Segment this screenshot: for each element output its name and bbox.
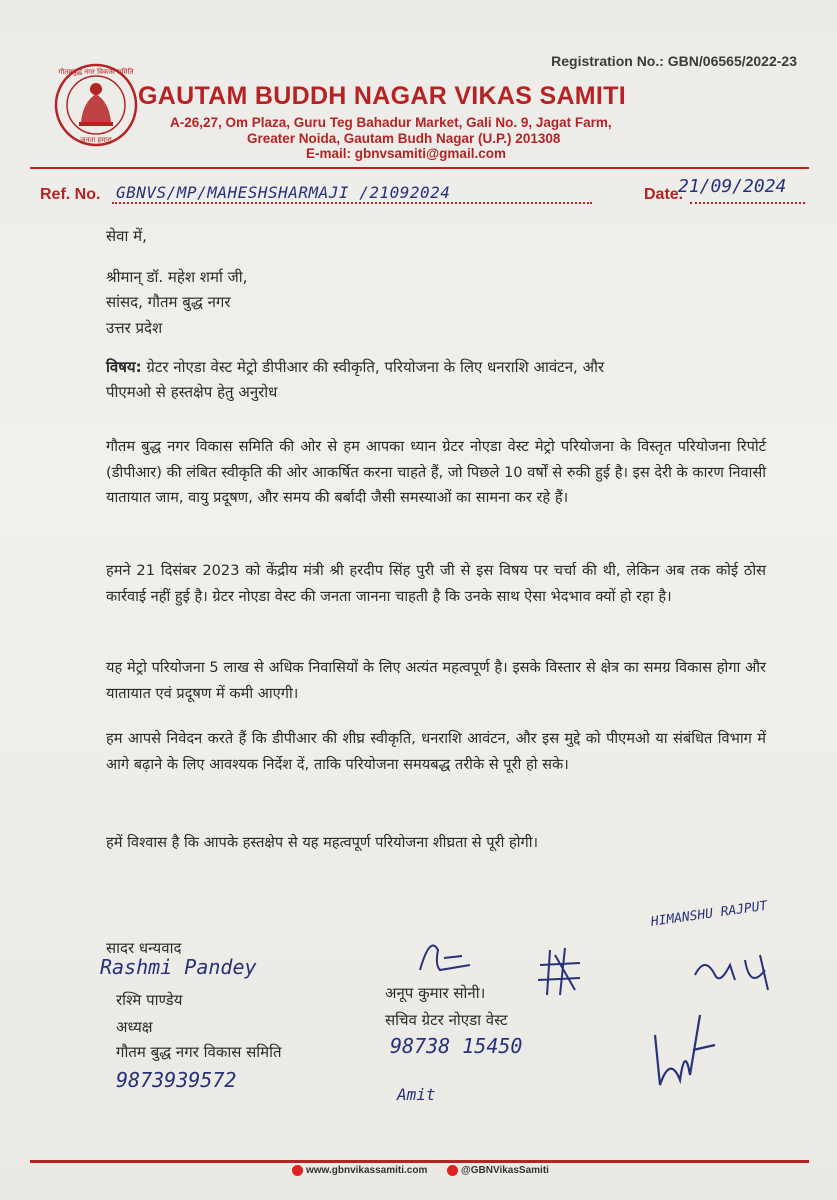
left-signature: Rashmi Pandey	[100, 955, 257, 979]
footer-social	[447, 1165, 549, 1176]
ref-dotted-line	[112, 202, 592, 204]
middle-phone: 98738 15450	[390, 1034, 523, 1058]
address-line-2: Greater Noida, Gautam Budh Nagar (U.P.) 201308	[247, 131, 561, 146]
website-text: www.gbnvikassamiti.com	[306, 1165, 428, 1177]
subject-line-1	[106, 357, 604, 377]
logo-top-text: गौतमबुद्ध नगर विकास समिति	[58, 68, 134, 76]
closing: सादर धन्यवाद	[106, 939, 182, 957]
email-address: E-mail: gbnvsamiti@gmail.com	[306, 146, 506, 161]
recipient-line-1: श्रीमान् डॉ. महेश शर्मा जी,	[106, 268, 248, 286]
logo-bottom-text: जनता हमारा	[80, 136, 112, 144]
footer-divider	[30, 1160, 809, 1163]
social-handle: @GBNVikasSamiti	[461, 1165, 549, 1177]
paragraph-1: गौतम बुद्ध नगर विकास समिति की ओर से हम आपका ध्यान ग्रेटर नोएडा वेस्ट मेट्रो परियोजना के विस्तृत परियोजना रिपोर्ट (डीपीआर) की लंबित स्वीकृति की ओर आकर्षित करना चाहते हैं, जो पिछले 10 वर्षों से रुकी हुई है। इस देरी के कारण निवासी यातायात जाम, वायु प्रदूषण, और समय की बर्बादी जैसी समस्याओं का सामना कर रहे हैं।	[106, 438, 766, 506]
scribble-signature	[535, 945, 585, 1000]
address-line-1: A-26,27, Om Plaza, Guru Teg Bahadur Market, Gali No. 9, Jagat Farm,	[170, 115, 612, 130]
subject-text: ग्रेटर नोएडा वेस्ट मेट्रो डीपीआर की स्वीकृति, परियोजना के लिए धनराशि आवंटन, और	[146, 358, 605, 376]
middle-signatory-name: अनूप कुमार सोनी।	[385, 984, 486, 1002]
ref-number: GBNVS/MP/MAHESHSHARMAJI /21092024	[116, 183, 451, 202]
header-divider	[30, 167, 809, 169]
middle-signature-2: Amit	[397, 1085, 436, 1104]
paragraph-4: हम आपसे निवेदन करते हैं कि डीपीआर की शीघ्र स्वीकृति, धनराशि आवंटन, और इस मुद्दे को पीएमओ या संबंधित विभाग में आगे बढ़ाने के लिए आवश्यक निर्देश दें, ताकि परियोजना समयबद्ध तरीके से पूरी हो सके।	[106, 730, 766, 773]
left-signatory-org: गौतम बुद्ध नगर विकास समिति	[116, 1043, 282, 1061]
date-value: 21/09/2024	[678, 176, 787, 197]
salutation: सेवा में,	[106, 227, 147, 245]
left-signatory-title: अध्यक्ष	[116, 1018, 153, 1036]
paragraph-3: यह मेट्रो परियोजना 5 लाख से अधिक निवासियों के लिए अत्यंत महत्वपूर्ण है। इसके विस्तार से क्षेत्र का समग्र विकास होगा और यातायात एवं प्रदूषण में कमी आएगी।	[106, 659, 766, 702]
right-signatory-name: HIMANSHU RAJPUT	[650, 898, 769, 930]
middle-signatory-title: सचिव ग्रेटर नोएडा वेस्ट	[385, 1011, 508, 1029]
recipient-line-2: सांसद, गौतम बुद्ध नगर	[106, 293, 231, 311]
paragraph-2: हमने 21 दिसंबर 2023 को केंद्रीय मंत्री श्री हरदीप सिंह पुरी जी से इस विषय पर चर्चा की थी, लेकिन अब तक कोई ठोस कार्रवाई नहीं हुई है। ग्रेटर नोएडा वेस्ट की जनता जानना चाहती है कि उनके साथ ऐसा भेदभाव क्यों हो रहा है।	[106, 562, 766, 605]
date-label: Date.	[644, 186, 684, 203]
subject-label: विषय:	[106, 358, 142, 376]
ref-label: Ref. No.	[40, 186, 101, 203]
date-dotted-line	[690, 202, 805, 204]
recipient-line-3: उत्तर प्रदेश	[106, 319, 163, 337]
organization-name: GAUTAM BUDDH NAGAR VIKAS SAMITI	[138, 82, 626, 110]
paragraph-5: हमें विश्वास है कि आपके हस्तक्षेप से यह महत्वपूर्ण परियोजना शीघ्रता से पूरी होगी।	[106, 834, 539, 851]
footer-website	[292, 1165, 427, 1176]
social-icon	[447, 1165, 458, 1176]
left-signatory-name: रश्मि पाण्डेय	[116, 991, 183, 1009]
right-signature	[690, 950, 780, 995]
organization-seal-logo	[53, 62, 139, 148]
globe-icon	[292, 1165, 303, 1176]
subject-line-2: पीएमओ से हस्तक्षेप हेतु अनुरोध	[106, 383, 278, 401]
right-signature-2	[645, 1005, 725, 1095]
middle-signature	[410, 930, 480, 980]
registration-number: Registration No.: GBN/06565/2022-23	[551, 53, 797, 69]
left-phone: 9873939572	[116, 1068, 237, 1092]
